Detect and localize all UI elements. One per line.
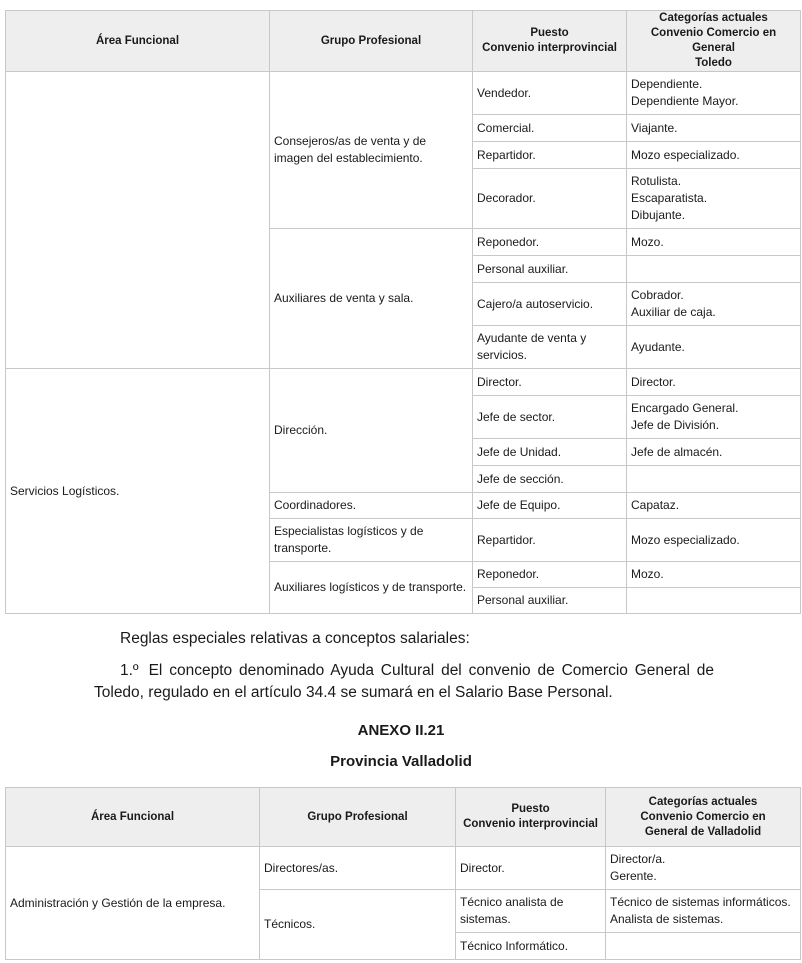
table-row: [6, 847, 801, 890]
categoria-cell: Ayudante.: [627, 326, 801, 369]
categoria-line: Técnico de sistemas informáticos.: [610, 895, 791, 909]
header-categorias-line3: General de Valladolid: [644, 825, 762, 838]
grupo-cell: Auxiliares logísticos y de transporte.: [270, 562, 473, 614]
categoria-line: Dependiente.: [631, 77, 703, 91]
puesto-cell: Personal auxiliar.: [473, 256, 627, 283]
categoria-cell: [627, 396, 801, 439]
puesto-cell: Repartidor.: [473, 519, 627, 562]
categoria-cell: Jefe de almacén.: [627, 439, 801, 466]
puesto-cell: Jefe de sector.: [473, 396, 627, 439]
rules-item-number: 1.º: [120, 662, 139, 679]
puesto-cell: Jefe de sección.: [473, 466, 627, 493]
puesto-cell: Técnico analista de sistemas.: [456, 890, 606, 933]
puesto-cell: Repartidor.: [473, 142, 627, 169]
categoria-line: Cobrador.: [631, 288, 684, 302]
categoria-line: Dibujante.: [631, 208, 686, 222]
puesto-cell: Ayudante de venta y servicios.: [473, 326, 627, 369]
categoria-line: Auxiliar de caja.: [631, 305, 716, 319]
puesto-cell: Reponedor.: [473, 562, 627, 588]
categoria-cell: [606, 890, 801, 933]
annex-subtitle: Provincia Valladolid: [330, 753, 472, 770]
categoria-line: Director/a.: [610, 852, 666, 866]
grupo-cell: Especialistas logísticos y de transporte.: [270, 519, 473, 562]
puesto-cell: Comercial.: [473, 115, 627, 142]
header-area-funcional: Área Funcional: [6, 788, 260, 847]
header-categorias-line2: Convenio Comercio en General: [650, 27, 777, 54]
grupo-cell: Auxiliares de venta y sala.: [270, 229, 473, 369]
header-puesto-line2: Convenio interprovincial: [463, 818, 598, 830]
categoria-cell: [627, 588, 801, 614]
grupo-cell: Técnicos.: [260, 890, 456, 960]
categoria-cell: Mozo.: [627, 229, 801, 256]
header-categorias: [606, 788, 801, 847]
categoria-cell: [627, 466, 801, 493]
categoria-cell: [606, 847, 801, 890]
grupo-cell: Directores/as.: [260, 847, 456, 890]
table-row: [6, 72, 801, 115]
categoria-cell: Capataz.: [627, 493, 801, 519]
categoria-line: Rotulista.: [631, 174, 682, 188]
header-grupo-profesional: Grupo Profesional: [260, 788, 456, 847]
header-categorias-line3: Toledo: [695, 57, 732, 69]
puesto-cell: Reponedor.: [473, 229, 627, 256]
toledo-category-table: [5, 10, 801, 614]
table-row: [6, 369, 801, 396]
categoria-cell: Mozo.: [627, 562, 801, 588]
table-header-row: [6, 11, 801, 72]
area-cell: Administración y Gestión de la empresa.: [6, 847, 260, 960]
categoria-cell: [627, 256, 801, 283]
puesto-cell: Director.: [456, 847, 606, 890]
header-puesto-line2: Convenio interprovincial: [482, 42, 617, 54]
puesto-cell: Director.: [473, 369, 627, 396]
categoria-cell: [627, 72, 801, 115]
rules-item-1: [94, 660, 714, 704]
puesto-cell: Cajero/a autoservicio.: [473, 283, 627, 326]
puesto-cell: Personal auxiliar.: [473, 588, 627, 614]
rules-title: Reglas especiales relativas a conceptos salariales:: [120, 630, 470, 647]
header-categorias-line2: Convenio Comercio en: [640, 810, 766, 823]
area-cell-empty: [6, 72, 270, 369]
grupo-cell: Consejeros/as de venta y de imagen del establecimiento.: [270, 72, 473, 229]
annex-title: ANEXO II.21: [357, 722, 445, 739]
header-categorias-line1: Categorías actuales: [648, 795, 758, 808]
puesto-cell: Vendedor.: [473, 72, 627, 115]
table-header-row: [6, 788, 801, 847]
categoria-line: Encargado General.: [631, 401, 739, 415]
header-puesto-line1: Puesto: [511, 803, 550, 815]
rules-item-text: El concepto denominado Ayuda Cultural del convenio de Comercio General de Toledo, regulado en el artículo 34.4 se sumará en el Salario Base Personal.: [94, 662, 714, 701]
categoria-cell: Mozo especializado.: [627, 519, 801, 562]
categoria-cell: [606, 933, 801, 960]
categoria-line: Jefe de División.: [631, 418, 720, 432]
categoria-line: Gerente.: [610, 869, 657, 883]
puesto-cell: Técnico Informático.: [456, 933, 606, 960]
area-cell: Servicios Logísticos.: [6, 369, 270, 614]
categoria-cell: [627, 169, 801, 229]
header-grupo-profesional: Grupo Profesional: [270, 11, 473, 72]
puesto-cell: Decorador.: [473, 169, 627, 229]
header-puesto: [473, 11, 627, 72]
header-area-funcional: Área Funcional: [6, 11, 270, 72]
categoria-cell: Mozo especializado.: [627, 142, 801, 169]
valladolid-category-table: [5, 787, 801, 960]
categoria-line: Escaparatista.: [631, 191, 708, 205]
header-puesto-line1: Puesto: [530, 27, 569, 39]
puesto-cell: Jefe de Unidad.: [473, 439, 627, 466]
categoria-line: Analista de sistemas.: [610, 912, 724, 926]
grupo-cell: Coordinadores.: [270, 493, 473, 519]
grupo-cell: Dirección.: [270, 369, 473, 493]
categoria-line: Dependiente Mayor.: [631, 94, 739, 108]
categoria-cell: Viajante.: [627, 115, 801, 142]
categoria-cell: [627, 283, 801, 326]
puesto-cell: Jefe de Equipo.: [473, 493, 627, 519]
header-categorias: [627, 11, 801, 72]
header-categorias-line1: Categorías actuales: [659, 12, 768, 24]
header-puesto: [456, 788, 606, 847]
categoria-cell: Director.: [627, 369, 801, 396]
